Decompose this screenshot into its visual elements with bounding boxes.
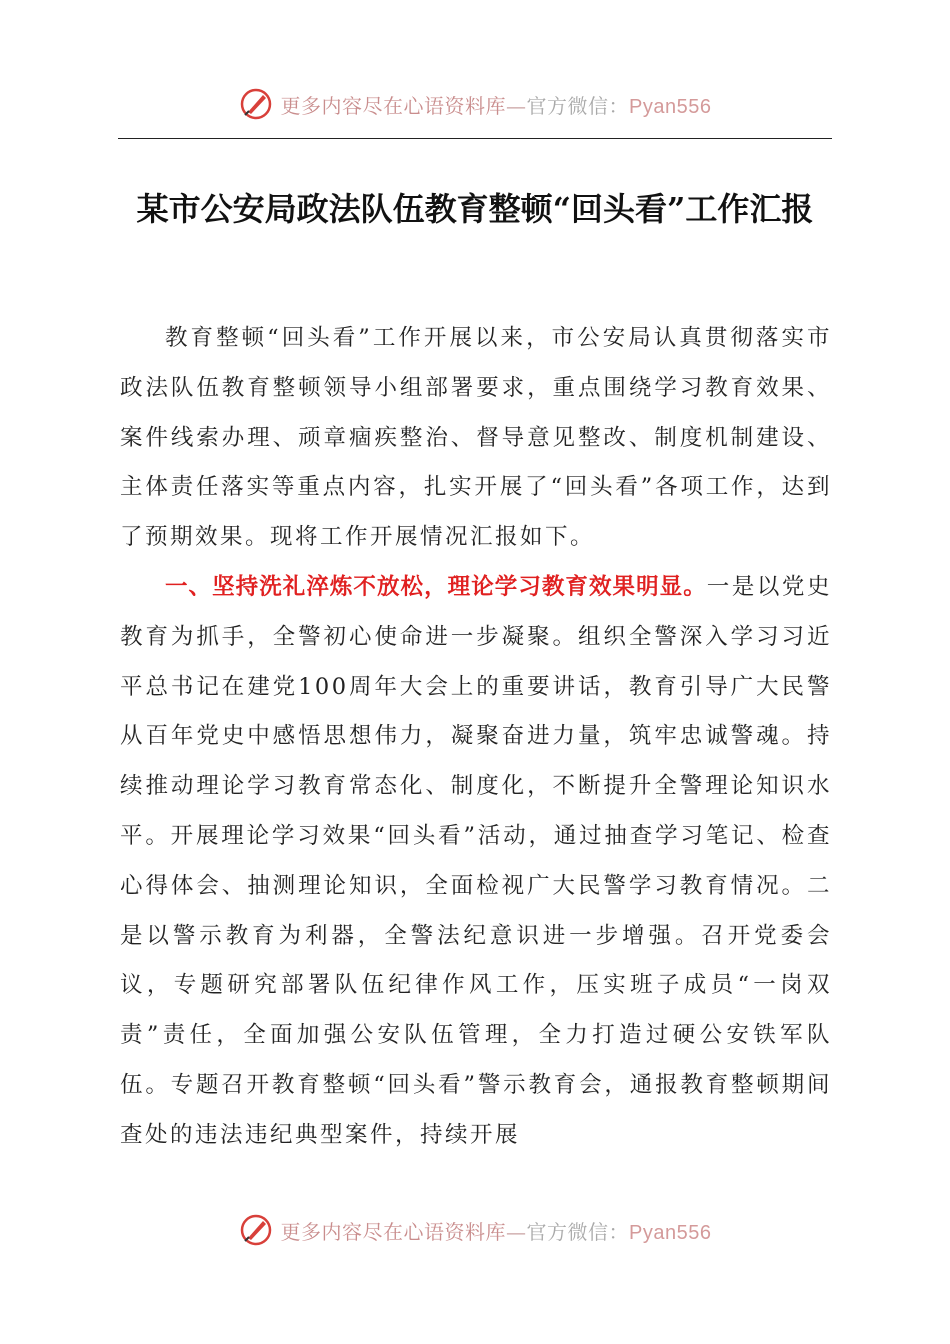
document-title: 某市公安局政法队伍教育整顿“回头看”工作汇报 (136, 190, 814, 228)
banner-wechat-id: Pyan556 (629, 1221, 712, 1244)
intro-paragraph: 教育整顿“回头看”工作开展以来，市公安局认真贯彻落实市政法队伍教育整顿领导小组部署要求，重点围绕学习教育效果、案件线索办理、顽章痼疾整治、督导意见整改、制度机制建设、主体责任落实等重点内容，扎实开展了“回头看”各项工作，达到了预期效果。现将工作开展情况汇报如下。 (120, 325, 832, 551)
banner-text (281, 90, 712, 119)
header-banner (0, 84, 950, 124)
banner-wechat-label: 官方微信： (526, 93, 630, 118)
banner-main-text: 更多内容尽在心语资料库 (280, 1219, 507, 1244)
footer-banner (0, 1210, 950, 1250)
section-1-paragraph (120, 563, 832, 1161)
document-body (120, 314, 832, 1161)
section-1-body: 一是以党史教育为抓手，全警初心使命进一步凝聚。组织全警深入学习习近平总书记在建党100周年大会上的重要讲话，教育引导广大民警从百年党史中感悟思想伟力，凝聚奋进力量，筑牢忠诚警魂。持续推动理论学习教育常态化、制度化，不断提升全警理论知识水平。开展理论学习效果“回头看”活动，通过抽查学习笔记、检查心得体会、抽测理论知识，全面检视广大民警学习教育情况。二是以警示教育为利器，全警法纪意识进一步增强。召开党委会议，专题研究部署队伍纪律作风工作，压实班子成员“一岗双责”责任，全面加强公安队伍管理，全力打造过硬公安铁军队伍。专题召开教育整顿“回头看”警示教育会，通报教育整顿期间查处的违法违纪典型案件，持续开展 (120, 573, 832, 1148)
quill-logo-icon (239, 1213, 273, 1247)
banner-dash: — (506, 93, 527, 118)
header-divider (118, 138, 832, 139)
banner-text (281, 1216, 712, 1245)
quill-logo-icon (239, 87, 273, 121)
banner-wechat-id: Pyan556 (629, 95, 712, 118)
banner-dash: — (506, 1219, 527, 1244)
section-1-heading: 一、坚持洗礼淬炼不放松，理论学习教育效果明显。 (165, 573, 707, 600)
banner-wechat-label: 官方微信： (526, 1219, 630, 1244)
banner-main-text: 更多内容尽在心语资料库 (280, 93, 507, 118)
